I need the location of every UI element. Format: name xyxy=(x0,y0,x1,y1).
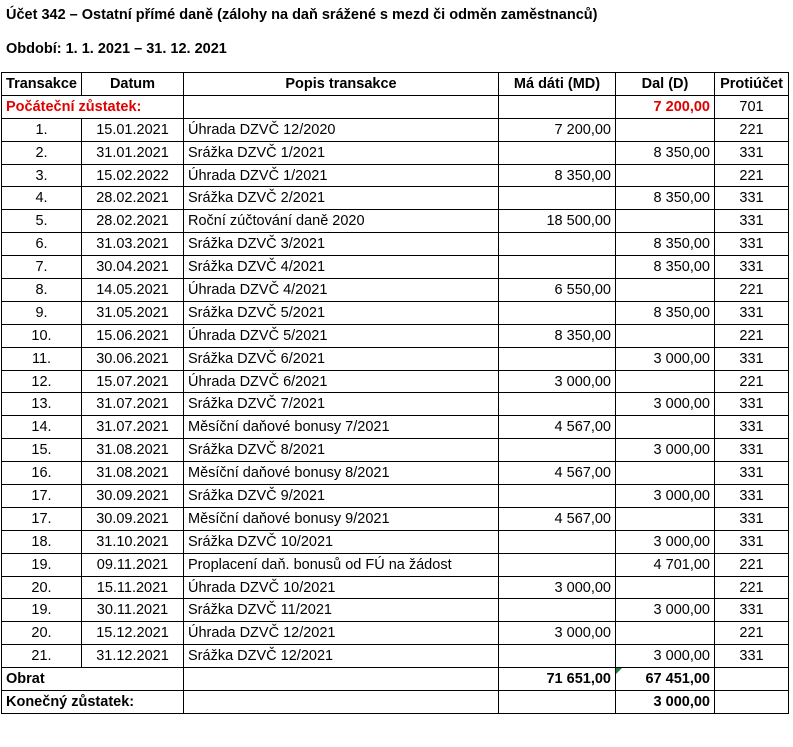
closing-balance-label[interactable]: Konečný zůstatek: xyxy=(2,691,184,714)
opening-balance-md[interactable] xyxy=(499,95,616,118)
transaction-description[interactable]: Srážka DZVČ 11/2021 xyxy=(184,599,499,622)
table-row xyxy=(2,576,789,599)
transaction-md[interactable]: 3 000,00 xyxy=(499,576,616,599)
header-protiucet[interactable]: Protiúčet xyxy=(715,73,789,96)
closing-balance-row xyxy=(2,691,789,714)
transaction-dal[interactable]: 3 000,00 xyxy=(616,439,715,462)
table-row xyxy=(2,599,789,622)
table-row xyxy=(2,393,789,416)
transaction-date[interactable]: 30.11.2021 xyxy=(82,599,184,622)
transaction-description[interactable]: Úhrada DZVČ 5/2021 xyxy=(184,324,499,347)
transaction-dal[interactable] xyxy=(616,118,715,141)
transaction-number[interactable]: 9. xyxy=(2,301,82,324)
closing-balance-md[interactable] xyxy=(499,691,616,714)
transaction-protiucet[interactable]: 221 xyxy=(715,324,789,347)
table-row xyxy=(2,279,789,302)
transaction-dal[interactable] xyxy=(616,324,715,347)
transaction-dal[interactable]: 8 350,00 xyxy=(616,233,715,256)
transaction-protiucet[interactable]: 221 xyxy=(715,370,789,393)
transaction-number[interactable]: 20. xyxy=(2,622,82,645)
transaction-date[interactable]: 15.12.2021 xyxy=(82,622,184,645)
table-row xyxy=(2,416,789,439)
transaction-md[interactable] xyxy=(499,141,616,164)
transaction-md[interactable]: 4 567,00 xyxy=(499,462,616,485)
header-popis[interactable]: Popis transakce xyxy=(184,73,499,96)
table-row xyxy=(2,210,789,233)
transaction-protiucet[interactable]: 221 xyxy=(715,279,789,302)
transaction-dal[interactable] xyxy=(616,507,715,530)
page-title: Účet 342 – Ostatní přímé daně (zálohy na daň srážené s mezd či odměn zaměstnanců) xyxy=(6,7,598,23)
transaction-md[interactable] xyxy=(499,256,616,279)
transaction-protiucet[interactable]: 331 xyxy=(715,301,789,324)
transaction-description[interactable]: Srážka DZVČ 3/2021 xyxy=(184,233,499,256)
table-row xyxy=(2,187,789,210)
transaction-description[interactable]: Srážka DZVČ 12/2021 xyxy=(184,645,499,668)
table-row xyxy=(2,256,789,279)
transaction-number[interactable]: 11. xyxy=(2,347,82,370)
transaction-date[interactable]: 15.06.2021 xyxy=(82,324,184,347)
transaction-description[interactable]: Úhrada DZVČ 10/2021 xyxy=(184,576,499,599)
transaction-number[interactable]: 1. xyxy=(2,118,82,141)
transaction-description[interactable]: Měsíční daňové bonusy 8/2021 xyxy=(184,462,499,485)
opening-balance-dal[interactable]: 7 200,00 xyxy=(616,95,715,118)
transaction-md[interactable]: 18 500,00 xyxy=(499,210,616,233)
transaction-md[interactable]: 3 000,00 xyxy=(499,370,616,393)
transaction-md[interactable]: 3 000,00 xyxy=(499,622,616,645)
ledger-table xyxy=(1,72,789,714)
transaction-description[interactable]: Srážka DZVČ 8/2021 xyxy=(184,439,499,462)
header-row xyxy=(2,73,789,96)
closing-balance-dal[interactable]: 3 000,00 xyxy=(616,691,715,714)
transaction-date[interactable]: 30.06.2021 xyxy=(82,347,184,370)
transaction-md[interactable] xyxy=(499,301,616,324)
transaction-protiucet[interactable]: 331 xyxy=(715,645,789,668)
transaction-description[interactable]: Roční zúčtování daně 2020 xyxy=(184,210,499,233)
transaction-md[interactable]: 4 567,00 xyxy=(499,507,616,530)
transaction-date[interactable]: 14.05.2021 xyxy=(82,279,184,302)
transaction-protiucet[interactable]: 331 xyxy=(715,599,789,622)
transaction-number[interactable]: 10. xyxy=(2,324,82,347)
transaction-date[interactable]: 31.03.2021 xyxy=(82,233,184,256)
table-row xyxy=(2,141,789,164)
transaction-dal[interactable] xyxy=(616,210,715,233)
transaction-date[interactable]: 30.09.2021 xyxy=(82,507,184,530)
transaction-protiucet[interactable]: 221 xyxy=(715,118,789,141)
header-dal[interactable]: Dal (D) xyxy=(616,73,715,96)
table-row xyxy=(2,370,789,393)
transaction-date[interactable]: 28.02.2021 xyxy=(82,187,184,210)
transaction-dal[interactable] xyxy=(616,576,715,599)
transaction-description[interactable]: Proplacení daň. bonusů od FÚ na žádost xyxy=(184,553,499,576)
transaction-protiucet[interactable]: 331 xyxy=(715,347,789,370)
transaction-protiucet[interactable]: 331 xyxy=(715,210,789,233)
transaction-md[interactable] xyxy=(499,439,616,462)
opening-balance-protiucet[interactable]: 701 xyxy=(715,95,789,118)
transaction-description[interactable]: Úhrada DZVČ 1/2021 xyxy=(184,164,499,187)
transaction-md[interactable] xyxy=(499,645,616,668)
transaction-number[interactable]: 5. xyxy=(2,210,82,233)
transaction-dal[interactable]: 3 000,00 xyxy=(616,485,715,508)
transaction-number[interactable]: 14. xyxy=(2,416,82,439)
transaction-md[interactable] xyxy=(499,530,616,553)
transaction-date[interactable]: 31.07.2021 xyxy=(82,393,184,416)
transaction-md[interactable] xyxy=(499,553,616,576)
turnover-dal[interactable]: 67 451,00 xyxy=(616,668,715,691)
table-row xyxy=(2,622,789,645)
transaction-date[interactable]: 31.08.2021 xyxy=(82,462,184,485)
transaction-number[interactable]: 12. xyxy=(2,370,82,393)
transaction-dal[interactable]: 3 000,00 xyxy=(616,393,715,416)
transaction-md[interactable] xyxy=(499,187,616,210)
transaction-number[interactable]: 13. xyxy=(2,393,82,416)
transaction-dal[interactable] xyxy=(616,279,715,302)
transaction-md[interactable] xyxy=(499,599,616,622)
transaction-protiucet[interactable]: 331 xyxy=(715,507,789,530)
transaction-protiucet[interactable]: 331 xyxy=(715,530,789,553)
closing-balance-desc[interactable] xyxy=(184,691,499,714)
table-row xyxy=(2,233,789,256)
opening-balance-label[interactable]: Počáteční zůstatek: xyxy=(2,95,184,118)
transaction-protiucet[interactable]: 221 xyxy=(715,576,789,599)
transaction-description[interactable]: Úhrada DZVČ 12/2021 xyxy=(184,622,499,645)
opening-balance-row xyxy=(2,95,789,118)
transaction-description[interactable]: Měsíční daňové bonusy 7/2021 xyxy=(184,416,499,439)
transaction-number[interactable]: 3. xyxy=(2,164,82,187)
table-row xyxy=(2,553,789,576)
transaction-number[interactable]: 19. xyxy=(2,553,82,576)
transaction-description[interactable]: Srážka DZVČ 10/2021 xyxy=(184,530,499,553)
transaction-md[interactable] xyxy=(499,393,616,416)
transaction-dal[interactable] xyxy=(616,462,715,485)
transaction-protiucet[interactable]: 331 xyxy=(715,462,789,485)
transaction-number[interactable]: 16. xyxy=(2,462,82,485)
transaction-dal[interactable]: 8 350,00 xyxy=(616,187,715,210)
transaction-dal[interactable] xyxy=(616,164,715,187)
transaction-number[interactable]: 19. xyxy=(2,599,82,622)
transaction-number[interactable]: 18. xyxy=(2,530,82,553)
transaction-number[interactable]: 7. xyxy=(2,256,82,279)
transaction-md[interactable]: 7 200,00 xyxy=(499,118,616,141)
transaction-protiucet[interactable]: 331 xyxy=(715,439,789,462)
transaction-description[interactable]: Srážka DZVČ 7/2021 xyxy=(184,393,499,416)
table-row xyxy=(2,118,789,141)
transaction-md[interactable] xyxy=(499,233,616,256)
transaction-dal[interactable] xyxy=(616,370,715,393)
turnover-desc[interactable] xyxy=(184,668,499,691)
transaction-md[interactable]: 8 350,00 xyxy=(499,164,616,187)
transaction-date[interactable]: 31.01.2021 xyxy=(82,141,184,164)
transaction-date[interactable]: 31.10.2021 xyxy=(82,530,184,553)
opening-balance-desc[interactable] xyxy=(184,95,499,118)
transaction-date[interactable]: 30.09.2021 xyxy=(82,485,184,508)
table-row xyxy=(2,324,789,347)
header-transakce[interactable]: Transakce xyxy=(2,73,82,96)
transaction-number[interactable]: 4. xyxy=(2,187,82,210)
transaction-date[interactable]: 09.11.2021 xyxy=(82,553,184,576)
transaction-md[interactable]: 6 550,00 xyxy=(499,279,616,302)
transaction-number[interactable]: 21. xyxy=(2,645,82,668)
transaction-md[interactable]: 4 567,00 xyxy=(499,416,616,439)
table-row xyxy=(2,485,789,508)
table-row xyxy=(2,439,789,462)
closing-balance-protiucet[interactable] xyxy=(715,691,789,714)
transaction-description[interactable]: Srážka DZVČ 1/2021 xyxy=(184,141,499,164)
transaction-date[interactable]: 31.07.2021 xyxy=(82,416,184,439)
transaction-protiucet[interactable]: 331 xyxy=(715,256,789,279)
transaction-number[interactable]: 8. xyxy=(2,279,82,302)
transaction-number[interactable]: 15. xyxy=(2,439,82,462)
transaction-date[interactable]: 31.05.2021 xyxy=(82,301,184,324)
transaction-protiucet[interactable]: 331 xyxy=(715,141,789,164)
transaction-number[interactable]: 17. xyxy=(2,485,82,508)
transaction-dal[interactable]: 3 000,00 xyxy=(616,530,715,553)
transaction-number[interactable]: 2. xyxy=(2,141,82,164)
transaction-description[interactable]: Srážka DZVČ 9/2021 xyxy=(184,485,499,508)
header-datum[interactable]: Datum xyxy=(82,73,184,96)
transaction-dal[interactable]: 8 350,00 xyxy=(616,256,715,279)
turnover-label[interactable]: Obrat xyxy=(2,668,184,691)
transaction-date[interactable]: 28.02.2021 xyxy=(82,210,184,233)
transaction-description[interactable]: Měsíční daňové bonusy 9/2021 xyxy=(184,507,499,530)
header-md[interactable]: Má dáti (MD) xyxy=(499,73,616,96)
transaction-date[interactable]: 15.01.2021 xyxy=(82,118,184,141)
transaction-date[interactable]: 15.02.2022 xyxy=(82,164,184,187)
transaction-description[interactable]: Úhrada DZVČ 12/2020 xyxy=(184,118,499,141)
transaction-dal[interactable]: 3 000,00 xyxy=(616,347,715,370)
table-row xyxy=(2,347,789,370)
transaction-date[interactable]: 15.07.2021 xyxy=(82,370,184,393)
transaction-protiucet[interactable]: 331 xyxy=(715,233,789,256)
transaction-description[interactable]: Úhrada DZVČ 4/2021 xyxy=(184,279,499,302)
transaction-date[interactable]: 31.12.2021 xyxy=(82,645,184,668)
transaction-description[interactable]: Srážka DZVČ 6/2021 xyxy=(184,347,499,370)
transaction-dal[interactable]: 8 350,00 xyxy=(616,301,715,324)
turnover-md[interactable]: 71 651,00 xyxy=(499,668,616,691)
transaction-date[interactable]: 15.11.2021 xyxy=(82,576,184,599)
table-row xyxy=(2,164,789,187)
table-row xyxy=(2,507,789,530)
transaction-number[interactable]: 6. xyxy=(2,233,82,256)
transaction-description[interactable]: Srážka DZVČ 2/2021 xyxy=(184,187,499,210)
transaction-protiucet[interactable]: 331 xyxy=(715,187,789,210)
table-row xyxy=(2,301,789,324)
transaction-protiucet[interactable]: 331 xyxy=(715,416,789,439)
transaction-dal[interactable]: 8 350,00 xyxy=(616,141,715,164)
transaction-protiucet[interactable]: 331 xyxy=(715,393,789,416)
table-row xyxy=(2,462,789,485)
transaction-dal[interactable]: 3 000,00 xyxy=(616,645,715,668)
transaction-dal[interactable] xyxy=(616,416,715,439)
transaction-dal[interactable]: 3 000,00 xyxy=(616,599,715,622)
transaction-dal[interactable] xyxy=(616,622,715,645)
transaction-md[interactable] xyxy=(499,347,616,370)
turnover-row xyxy=(2,668,789,691)
transaction-protiucet[interactable]: 221 xyxy=(715,164,789,187)
transaction-date[interactable]: 31.08.2021 xyxy=(82,439,184,462)
transaction-md[interactable] xyxy=(499,485,616,508)
transaction-date[interactable]: 30.04.2021 xyxy=(82,256,184,279)
transaction-md[interactable]: 8 350,00 xyxy=(499,324,616,347)
transaction-dal[interactable]: 4 701,00 xyxy=(616,553,715,576)
transaction-protiucet[interactable]: 221 xyxy=(715,622,789,645)
transaction-description[interactable]: Srážka DZVČ 4/2021 xyxy=(184,256,499,279)
transaction-description[interactable]: Srážka DZVČ 5/2021 xyxy=(184,301,499,324)
table-row xyxy=(2,530,789,553)
transaction-number[interactable]: 20. xyxy=(2,576,82,599)
turnover-protiucet[interactable] xyxy=(715,668,789,691)
transaction-protiucet[interactable]: 221 xyxy=(715,553,789,576)
transaction-number[interactable]: 17. xyxy=(2,507,82,530)
transaction-description[interactable]: Úhrada DZVČ 6/2021 xyxy=(184,370,499,393)
period-label: Období: 1. 1. 2021 – 31. 12. 2021 xyxy=(6,41,227,57)
table-row xyxy=(2,645,789,668)
transaction-protiucet[interactable]: 331 xyxy=(715,485,789,508)
